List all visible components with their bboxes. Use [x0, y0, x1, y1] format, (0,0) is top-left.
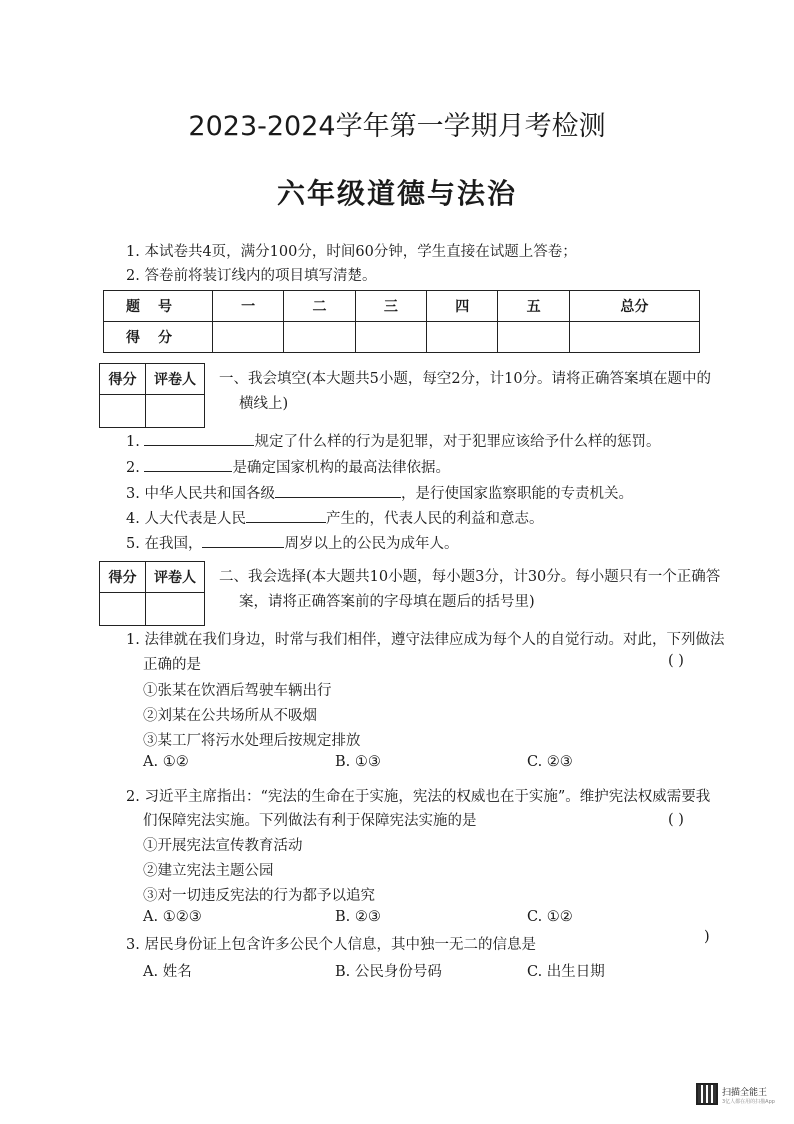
scanner-brand: 扫描全能王 [722, 1088, 768, 1098]
fill-item-5: 5. 在我国， 周岁以上的公民为成年人。 [126, 532, 458, 553]
q3-stem: 3. 居民身份证上包含许多公民个人信息，其中独一无二的信息是 [126, 937, 536, 953]
scanner-tagline: 3亿人都在用的扫描App [722, 1099, 775, 1105]
q1-option-1: ①张某在饮酒后驾驶车辆出行 [143, 683, 332, 699]
section1-heading: 一、我会填空(本大题共5小题，每空2分，计10分。请将正确答案填在题中的 [219, 371, 712, 387]
fill-item-4: 4. 人大代表是人民 产生的，代表人民的利益和意志。 [126, 507, 543, 528]
q1-choice-c[interactable]: C. ②③ [527, 754, 573, 770]
q3-choice-a[interactable]: A. 姓名 [143, 964, 192, 980]
answer-blank[interactable] [144, 457, 232, 472]
col-4: 四 [427, 291, 498, 322]
grade-box-score-cell[interactable] [100, 593, 146, 626]
score-cell[interactable] [498, 322, 569, 353]
score-cell[interactable] [427, 322, 498, 353]
q2-choice-c[interactable]: C. ①② [527, 909, 573, 925]
fill-item-2: 2. 是确定国家机构的最高法律依据。 [126, 456, 450, 477]
q2-option-2: ②建立宪法主题公园 [143, 863, 274, 879]
q2-option-1: ①开展宪法宣传教育活动 [143, 838, 303, 854]
q1-choice-a[interactable]: A. ①② [143, 754, 189, 770]
grade-box-grader-label: 评卷人 [146, 562, 205, 593]
answer-blank[interactable] [144, 431, 254, 446]
answer-blank[interactable] [246, 508, 326, 523]
answer-blank[interactable] [202, 533, 284, 548]
q3-choice-c[interactable]: C. 出生日期 [527, 964, 605, 980]
fill-item-3: 3. 中华人民共和国各级 ，是行使国家监察职能的专责机关。 [126, 482, 633, 503]
score-table [103, 290, 700, 353]
q1-option-3: ③某工厂将污水处理后按规定排放 [143, 733, 361, 749]
q3-answer-paren[interactable]: ) [704, 929, 710, 945]
section1-grade-box [99, 363, 205, 428]
col-total: 总分 [569, 291, 699, 322]
row-label-score: 得分 [104, 322, 213, 353]
col-3: 三 [355, 291, 426, 322]
q2-option-3: ③对一切违反宪法的行为都予以追究 [143, 888, 375, 904]
answer-blank[interactable] [275, 483, 401, 498]
score-cell[interactable] [213, 322, 284, 353]
section1-heading-cont: 横线上) [239, 396, 289, 412]
q2-choice-b[interactable]: B. ②③ [335, 909, 381, 925]
q1-stem-line1: 1. 法律就在我们身边，时常与我们相伴，遵守法律应成为每个人的自觉行动。对此，下列做法 [126, 632, 725, 648]
col-5: 五 [498, 291, 569, 322]
qr-code-icon [696, 1083, 718, 1105]
score-cell[interactable] [355, 322, 426, 353]
grade-box-grader-cell[interactable] [146, 593, 205, 626]
q1-choice-b[interactable]: B. ①③ [335, 754, 381, 770]
q1-option-2: ②刘某在公共场所从不吸烟 [143, 708, 317, 724]
grade-box-score-label: 得分 [100, 364, 146, 395]
section2-heading: 二、我会选择(本大题共10小题，每小题3分，计30分。每小题只有一个正确答 [219, 569, 721, 585]
section2-heading-cont: 案，请将正确答案前的字母填在题后的括号里) [239, 594, 535, 610]
row-label-question-number: 题号 [104, 291, 213, 322]
instruction-1: 1. 本试卷共4页，满分100分，时间60分钟，学生直接在试题上答卷； [126, 244, 577, 260]
q2-answer-paren[interactable]: ( ) [668, 812, 684, 828]
instruction-2: 2. 答卷前将装订线内的项目填写清楚。 [126, 268, 377, 284]
grade-box-grader-cell[interactable] [146, 395, 205, 428]
score-cell[interactable] [284, 322, 355, 353]
fill-item-1: 1. 规定了什么样的行为是犯罪，对于犯罪应该给予什么样的惩罚。 [126, 430, 660, 451]
score-cell[interactable] [569, 322, 699, 353]
grade-box-grader-label: 评卷人 [146, 364, 205, 395]
q1-stem-line2: 正确的是 [143, 657, 201, 673]
grade-box-score-label: 得分 [100, 562, 146, 593]
q3-choice-b[interactable]: B. 公民身份号码 [335, 964, 442, 980]
col-1: 一 [213, 291, 284, 322]
section2-grade-box [99, 561, 205, 626]
q1-answer-paren[interactable]: ( ) [668, 653, 684, 669]
grade-box-score-cell[interactable] [100, 395, 146, 428]
exam-title: 2023-2024学年第一学期月考检测 [188, 111, 606, 142]
exam-subject: 六年级道德与法治 [276, 177, 517, 210]
scanner-watermark [722, 1085, 775, 1105]
q2-stem-line1: 2. 习近平主席指出：“宪法的生命在于实施，宪法的权威也在于实施”。维护宪法权威需要我 [126, 789, 711, 805]
col-2: 二 [284, 291, 355, 322]
q2-choice-a[interactable]: A. ①②③ [143, 909, 202, 925]
q2-stem-line2: 们保障宪法实施。下列做法有利于保障宪法实施的是 [143, 813, 477, 829]
